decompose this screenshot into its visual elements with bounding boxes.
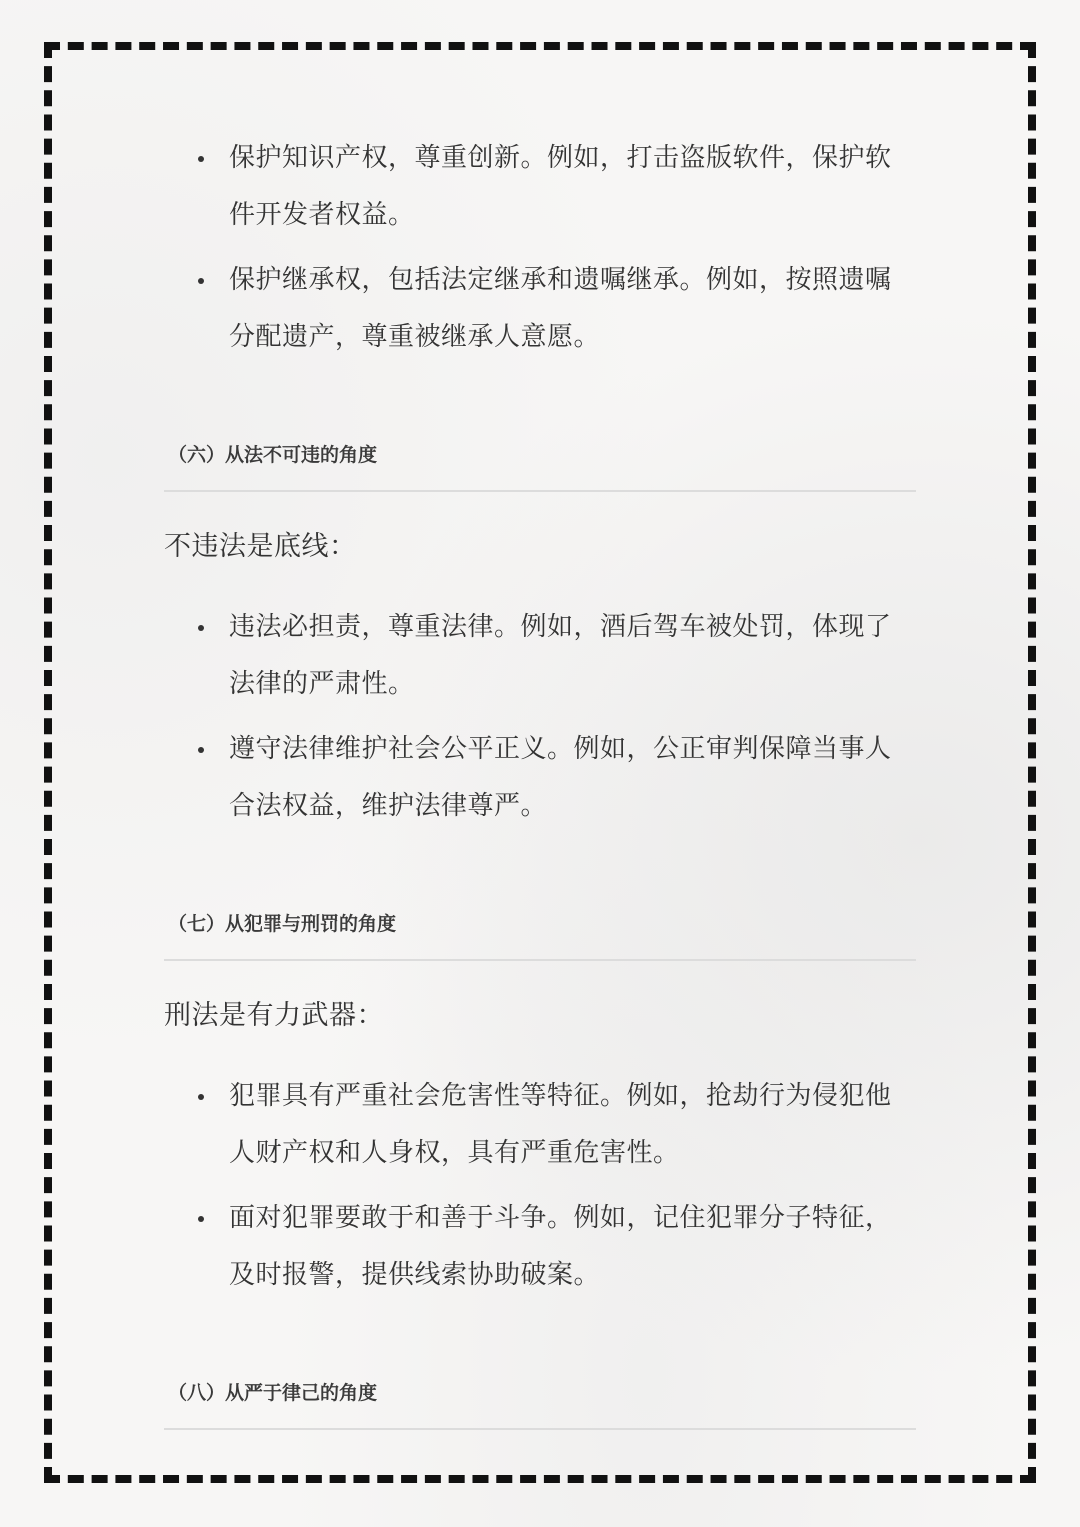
section-heading: （七）从犯罪与刑罚的角度 — [168, 913, 397, 935]
section-divider — [164, 1428, 916, 1430]
article-content — [164, 130, 916, 1430]
list-item-text: 保护知识产权，尊重创新。例如，打击盗版软件，保护软件开发者权益。 — [229, 143, 892, 230]
list-item-text: 面对犯罪要敢于和善于斗争。例如，记住犯罪分子特征，及时报警，提供线索协助破案。 — [229, 1203, 892, 1290]
list-item — [164, 252, 916, 366]
bullet-dot-icon — [198, 1216, 204, 1222]
list-item — [164, 1190, 916, 1304]
section-divider — [164, 959, 916, 961]
list-item — [164, 721, 916, 835]
section-intro: 刑法是有力武器： — [164, 1000, 384, 1031]
bullet-dot-icon — [198, 278, 204, 284]
list-item — [164, 599, 916, 713]
section-heading: （六）从法不可违的角度 — [168, 444, 378, 466]
list-item-text: 违法必担责，尊重法律。例如，酒后驾车被处罚，体现了法律的严肃性。 — [229, 612, 892, 699]
list-item — [164, 1068, 916, 1182]
bullet-dot-icon — [198, 747, 204, 753]
section-intro: 不违法是底线： — [164, 531, 357, 562]
bullet-list — [164, 1068, 916, 1304]
section-7 — [164, 903, 916, 1304]
section-heading: （八）从严于律己的角度 — [168, 1382, 378, 1404]
section-divider — [164, 490, 916, 492]
bullet-list — [164, 599, 916, 835]
bullet-dot-icon — [198, 156, 204, 162]
section-6 — [164, 434, 916, 835]
list-item-text: 犯罪具有严重社会危害性等特征。例如，抢劫行为侵犯他人财产权和人身权，具有严重危害性。 — [229, 1081, 892, 1168]
list-item — [164, 130, 916, 244]
bullet-dot-icon — [198, 625, 204, 631]
bullet-dot-icon — [198, 1094, 204, 1100]
section-8 — [164, 1372, 916, 1430]
bullet-list-top — [164, 130, 916, 366]
list-item-text: 遵守法律维护社会公平正义。例如，公正审判保障当事人合法权益，维护法律尊严。 — [229, 734, 892, 821]
list-item-text: 保护继承权，包括法定继承和遗嘱继承。例如，按照遗嘱分配遗产，尊重被继承人意愿。 — [229, 265, 892, 352]
